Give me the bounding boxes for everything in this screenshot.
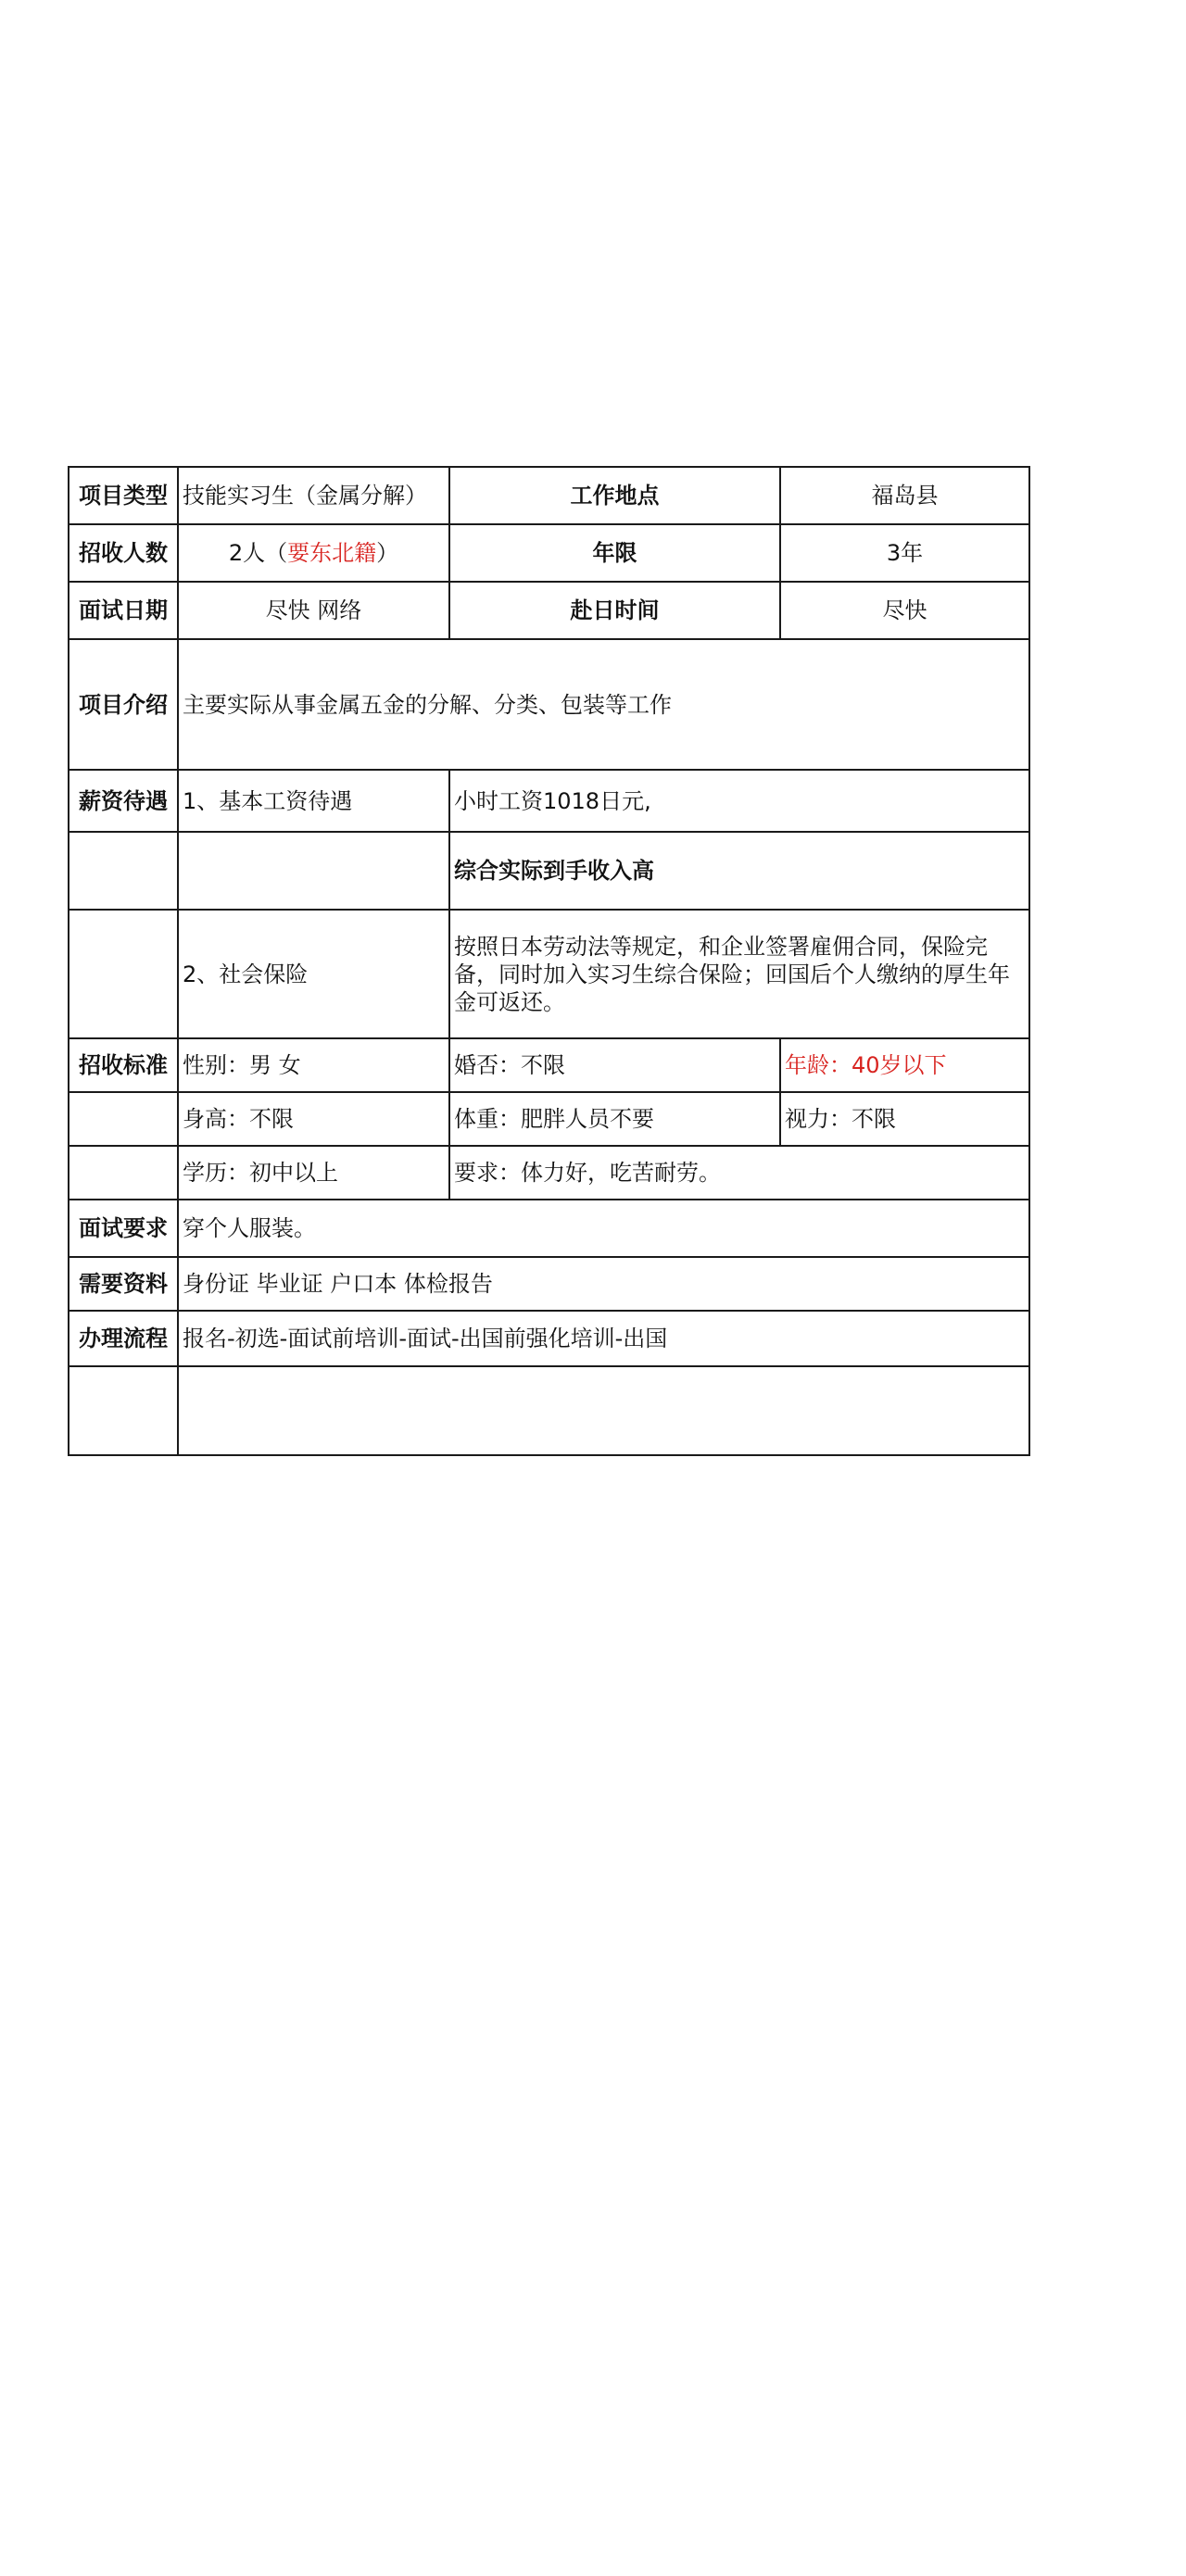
depart-time-value: 尽快: [780, 582, 1029, 639]
table-row: [69, 1257, 1029, 1311]
weight-value: 体重：肥胖人员不要: [449, 1092, 780, 1146]
table-row: [69, 1092, 1029, 1146]
age-value: 年龄：40岁以下: [780, 1038, 1029, 1092]
interview-req-value: 穿个人服装。: [178, 1200, 1029, 1257]
empty-cell: [69, 1146, 178, 1200]
table-row: [69, 582, 1029, 639]
table-row: [69, 910, 1029, 1038]
height-value: 身高：不限: [178, 1092, 449, 1146]
recruit-count-label: 招收人数: [69, 524, 178, 582]
recruitment-info-table: [68, 466, 1030, 1456]
salary-basic-value: 小时工资1018日元,: [449, 770, 1029, 832]
recruit-count-highlight: 要东北籍: [287, 540, 377, 566]
intro-label: 项目介绍: [69, 639, 178, 770]
requirement-value: 要求：体力好，吃苦耐劳。: [449, 1146, 1029, 1200]
gender-value: 性别：男 女: [178, 1038, 449, 1092]
marriage-value: 婚否：不限: [449, 1038, 780, 1092]
documents-value: 身份证 毕业证 户口本 体检报告: [178, 1257, 1029, 1311]
project-type-value: 技能实习生（金属分解）: [178, 467, 449, 524]
intro-value: 主要实际从事金属五金的分解、分类、包装等工作: [178, 639, 1029, 770]
table-row: [69, 1366, 1029, 1455]
salary-label: 薪资待遇: [69, 770, 178, 832]
term-label: 年限: [449, 524, 780, 582]
table-row: [69, 1146, 1029, 1200]
criteria-label: 招收标准: [69, 1038, 178, 1092]
process-label: 办理流程: [69, 1311, 178, 1366]
recruit-count-prefix: 2人（: [228, 540, 288, 566]
education-value: 学历：初中以上: [178, 1146, 449, 1200]
documents-label: 需要资料: [69, 1257, 178, 1311]
work-location-label: 工作地点: [449, 467, 780, 524]
recruit-count-value: [178, 524, 449, 582]
table-row: [69, 832, 1029, 910]
work-location-value: 福岛县: [780, 467, 1029, 524]
salary-basic-label: 1、基本工资待遇: [178, 770, 449, 832]
term-value: 3年: [780, 524, 1029, 582]
interview-req-label: 面试要求: [69, 1200, 178, 1257]
table-row: [69, 524, 1029, 582]
empty-cell: [178, 832, 449, 910]
insurance-label: 2、社会保险: [178, 910, 449, 1038]
project-type-label: 项目类型: [69, 467, 178, 524]
empty-cell: [69, 1366, 178, 1455]
table-row: [69, 770, 1029, 832]
process-value: 报名-初选-面试前培训-面试-出国前强化培训-出国: [178, 1311, 1029, 1366]
empty-cell: [69, 832, 178, 910]
empty-cell: [69, 1092, 178, 1146]
depart-time-label: 赴日时间: [449, 582, 780, 639]
empty-cell: [69, 910, 178, 1038]
table-row: [69, 1311, 1029, 1366]
empty-cell: [178, 1366, 1029, 1455]
interview-date-label: 面试日期: [69, 582, 178, 639]
recruit-count-suffix: ）: [376, 540, 399, 566]
table-row: [69, 1038, 1029, 1092]
interview-date-value: 尽快 网络: [178, 582, 449, 639]
table-row: [69, 639, 1029, 770]
table-row: [69, 467, 1029, 524]
salary-total-value: 综合实际到手收入高: [449, 832, 1029, 910]
table-row: [69, 1200, 1029, 1257]
insurance-value: 按照日本劳动法等规定，和企业签署雇佣合同，保险完备，同时加入实习生综合保险；回国后个人缴纳的厚生年金可返还。: [449, 910, 1029, 1038]
vision-value: 视力：不限: [780, 1092, 1029, 1146]
